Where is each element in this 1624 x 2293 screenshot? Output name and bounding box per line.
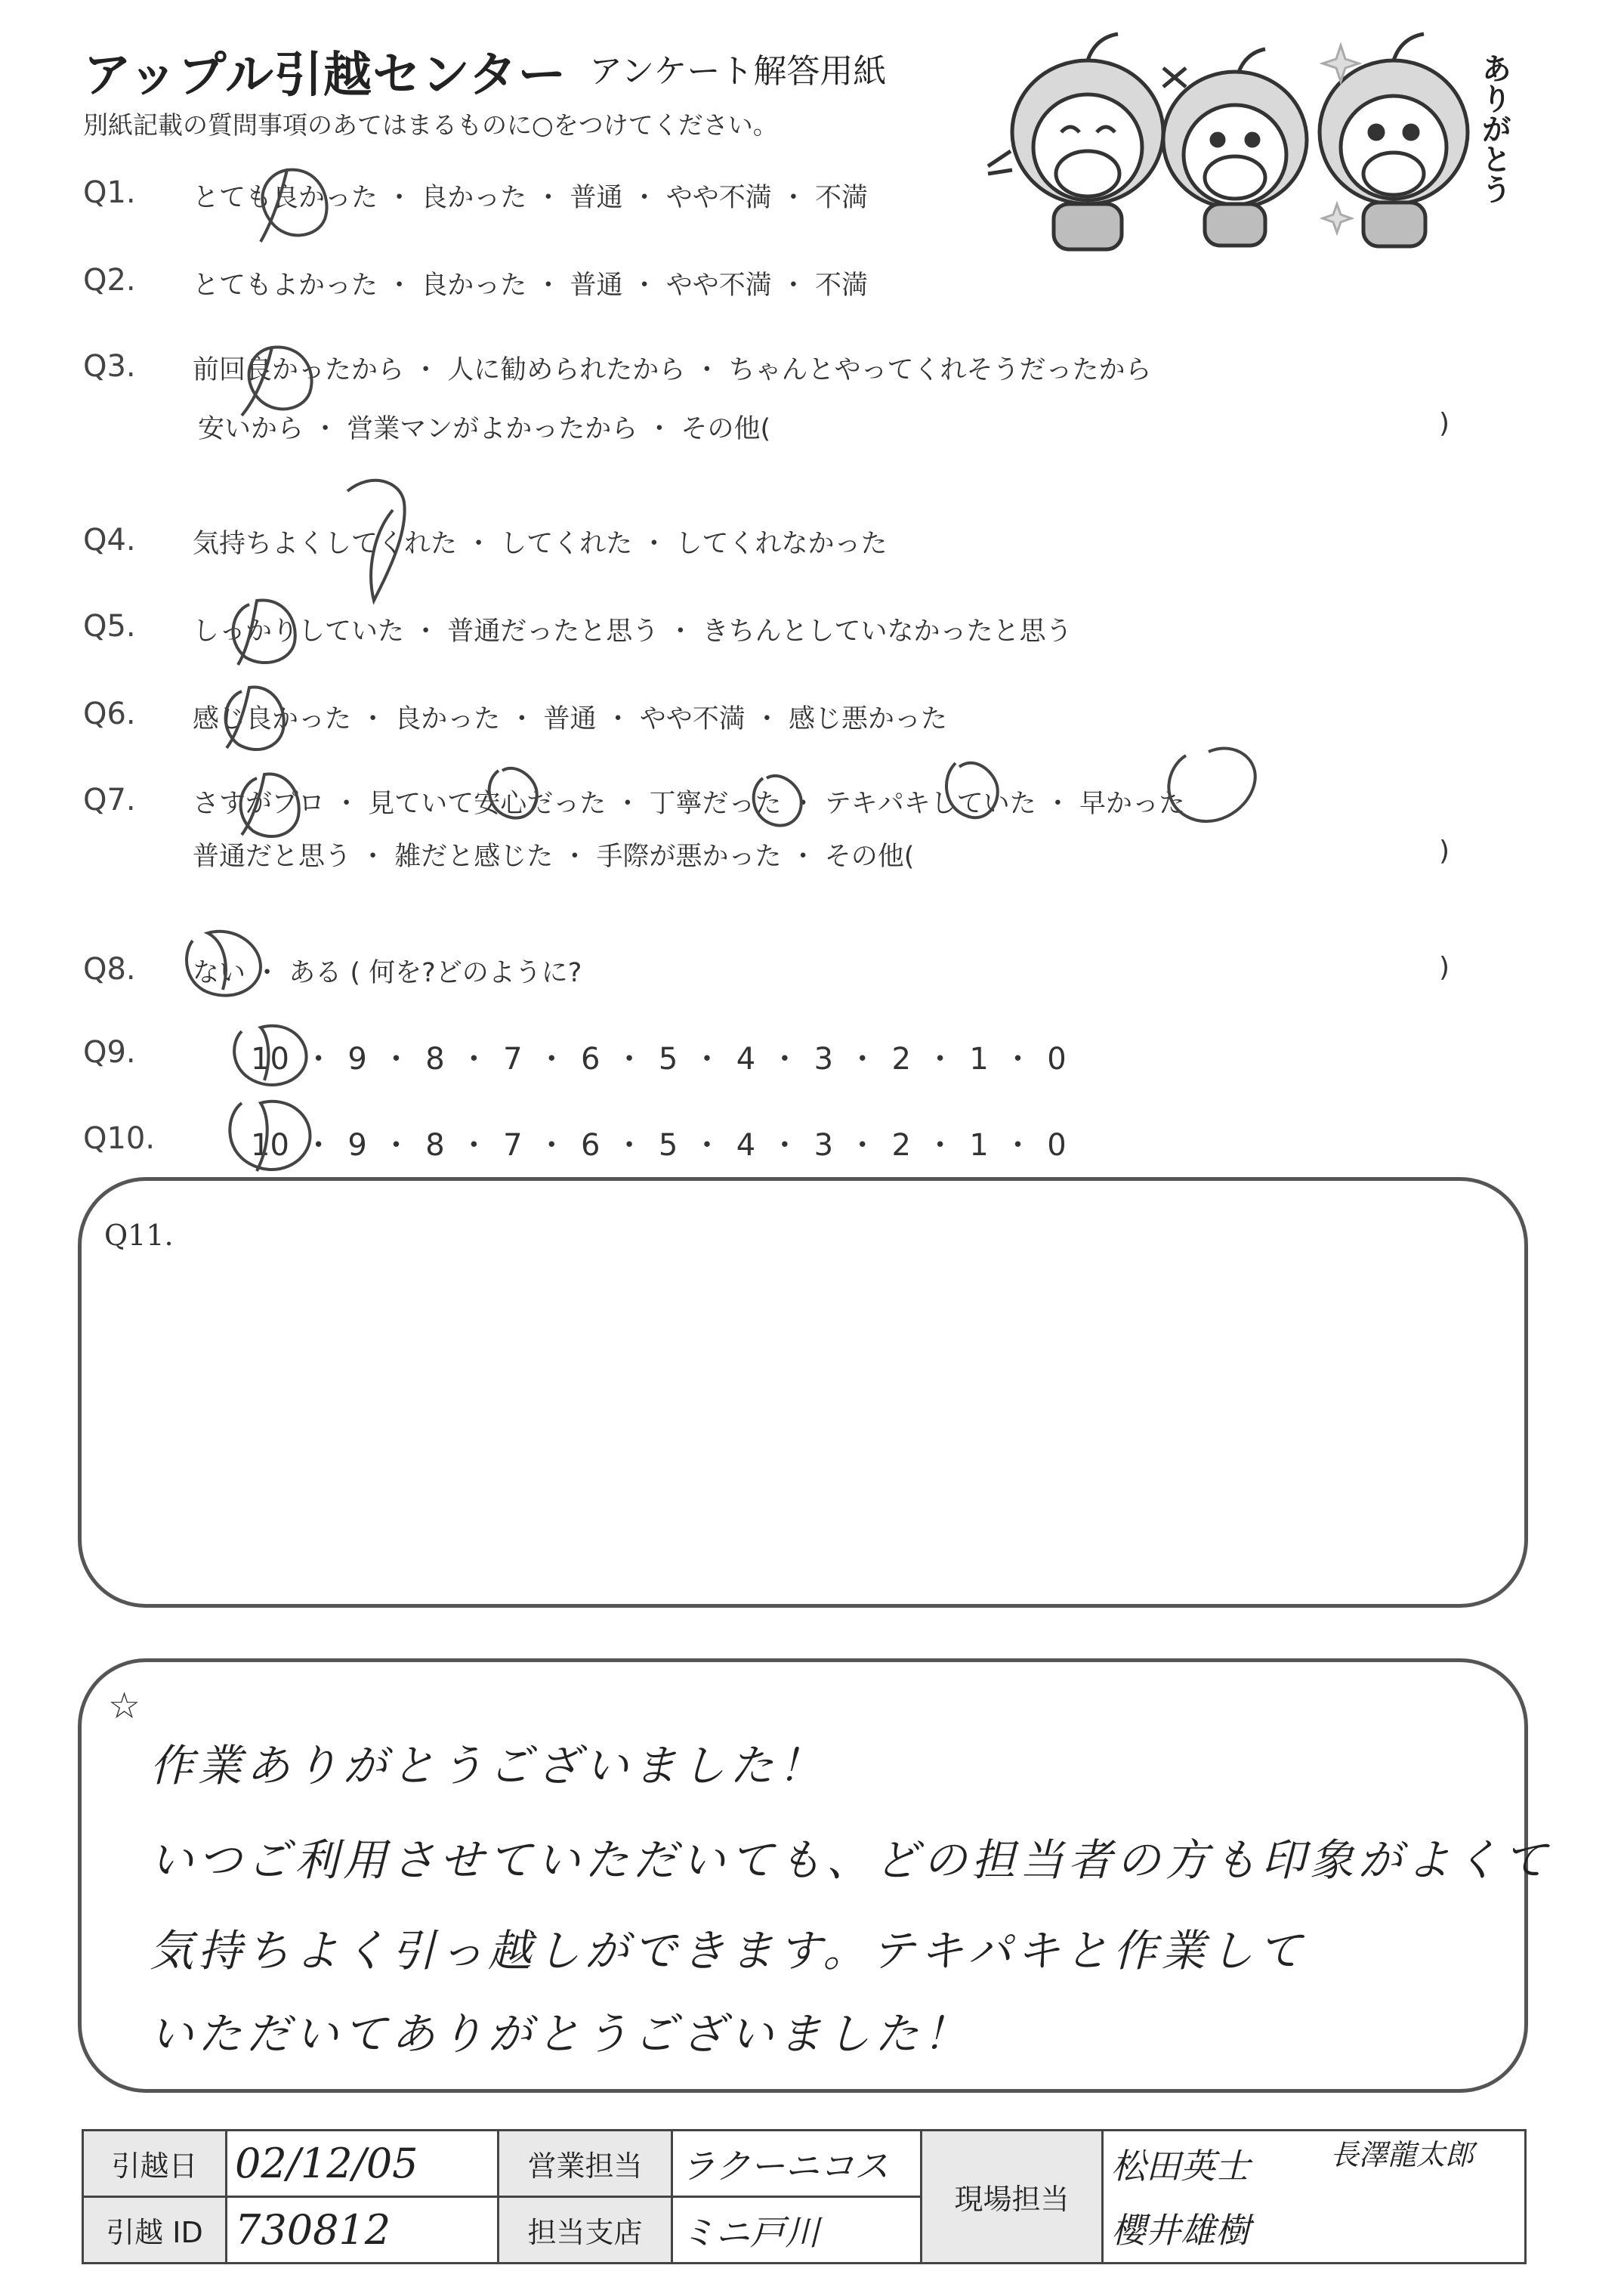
q6-options[interactable]: 感じ良かった ・ 良かった ・ 普通 ・ やや不満 ・ 感じ悪かった	[193, 704, 948, 734]
comment-line: いつご利用させていただいても、どの担当者の方も印象がよくて	[150, 1834, 1552, 1886]
staff-value: 櫻井雄樹	[1111, 2210, 1250, 2251]
star-comment-box[interactable]	[78, 1658, 1552, 2093]
staff-field[interactable]	[1103, 2131, 1526, 2264]
mascot-thanks-text: ありがとう	[1477, 53, 1512, 204]
staff-value: 松田英士	[1111, 2146, 1250, 2186]
q10-scale[interactable]: 10 ・ 9 ・ 8 ・ 7 ・ 6 ・ 5 ・ 4 ・ 3 ・ 2 ・ 1 ・ 0	[251, 1128, 1067, 1163]
sales-field[interactable]	[672, 2131, 922, 2197]
branch-field[interactable]	[672, 2197, 922, 2264]
sales-label: 営業担当	[499, 2131, 672, 2197]
question-number: Q10.	[83, 1121, 156, 1156]
instruction-text: 別紙記載の質問事項のあてはまるものに○をつけてください。	[83, 110, 778, 140]
monkey-mascot-icon	[988, 34, 1163, 249]
q2-options[interactable]: とてもよかった ・ 良かった ・ 普通 ・ やや不満 ・ 不満	[193, 270, 869, 301]
move-date-value: 02/12/05	[235, 2140, 418, 2187]
close-paren: )	[1439, 836, 1450, 867]
q3-options[interactable]: 前回良かったから ・ 人に勧められたから ・ ちゃんとやってくれそうだったから	[193, 355, 1152, 385]
question-number: Q8.	[83, 952, 136, 987]
form-subtitle: アンケート解答用紙	[589, 52, 887, 91]
move-date-field[interactable]	[227, 2131, 499, 2197]
question-number: Q6.	[83, 697, 136, 731]
q4-options[interactable]: 気持ちよくしてくれた ・ してくれた ・ してくれなかった	[193, 529, 888, 559]
close-paren: )	[1439, 408, 1450, 439]
q11-label: Q11.	[104, 1219, 174, 1252]
question-number: Q4.	[83, 523, 136, 558]
comment-line: 気持ちよく引っ越しができます。テキパキと作業して	[150, 1925, 1307, 1976]
question-number: Q9.	[83, 1035, 136, 1070]
move-date-label: 引越日	[83, 2131, 227, 2197]
move-id-label: 引越 ID	[83, 2197, 227, 2264]
comment-line: 作業ありがとうございました！	[150, 1740, 827, 1791]
question-number: Q7.	[83, 783, 136, 817]
q5-options[interactable]: しっかりしていた ・ 普通だったと思う ・ きちんとしていなかったと思う	[193, 617, 1073, 647]
close-paren: )	[1439, 952, 1450, 983]
q1-options[interactable]: とても良かった ・ 良かった ・ 普通 ・ やや不満 ・ 不満	[193, 183, 869, 213]
q7-options[interactable]: さすがプロ ・ 見ていて安心だった ・ 丁寧だった ・ テキパキしていた ・ 早かった	[193, 789, 1186, 819]
sales-value: ラクーニコス	[681, 2145, 889, 2186]
question-number: Q5.	[83, 609, 136, 644]
question-number: Q1.	[83, 175, 136, 210]
move-id-value: 730812	[235, 2206, 391, 2254]
footer-info-table	[82, 2129, 1527, 2264]
staff-label: 現場担当	[922, 2131, 1103, 2264]
monkey-mascot-icon	[1163, 49, 1307, 246]
staff-value: 長澤龍太郎	[1330, 2138, 1474, 2171]
branch-label: 担当支店	[499, 2197, 672, 2264]
q8-options[interactable]: ない ・ ある ( 何を?どのように?	[193, 958, 582, 988]
company-title: アップル引越センター	[83, 48, 567, 104]
q9-scale[interactable]: 10 ・ 9 ・ 8 ・ 7 ・ 6 ・ 5 ・ 4 ・ 3 ・ 2 ・ 1 ・ 0	[251, 1042, 1067, 1077]
question-number: Q3.	[83, 349, 136, 384]
move-id-field[interactable]	[227, 2197, 499, 2264]
star-icon: ☆	[108, 1685, 141, 1727]
comment-line: いただいてありがとうございました！	[150, 2008, 972, 2060]
monkey-mascot-icon	[1320, 34, 1468, 246]
branch-value: ミニ戸川	[681, 2211, 820, 2253]
q3-options-line2[interactable]: 安いから ・ 営業マンがよかったから ・ その他(	[198, 414, 771, 444]
q7-options-line2[interactable]: 普通だと思う ・ 雑だと感じた ・ 手際が悪かった ・ その他(	[193, 842, 915, 872]
q11-comment-box[interactable]	[78, 1177, 1528, 1608]
question-number: Q2.	[83, 263, 136, 298]
